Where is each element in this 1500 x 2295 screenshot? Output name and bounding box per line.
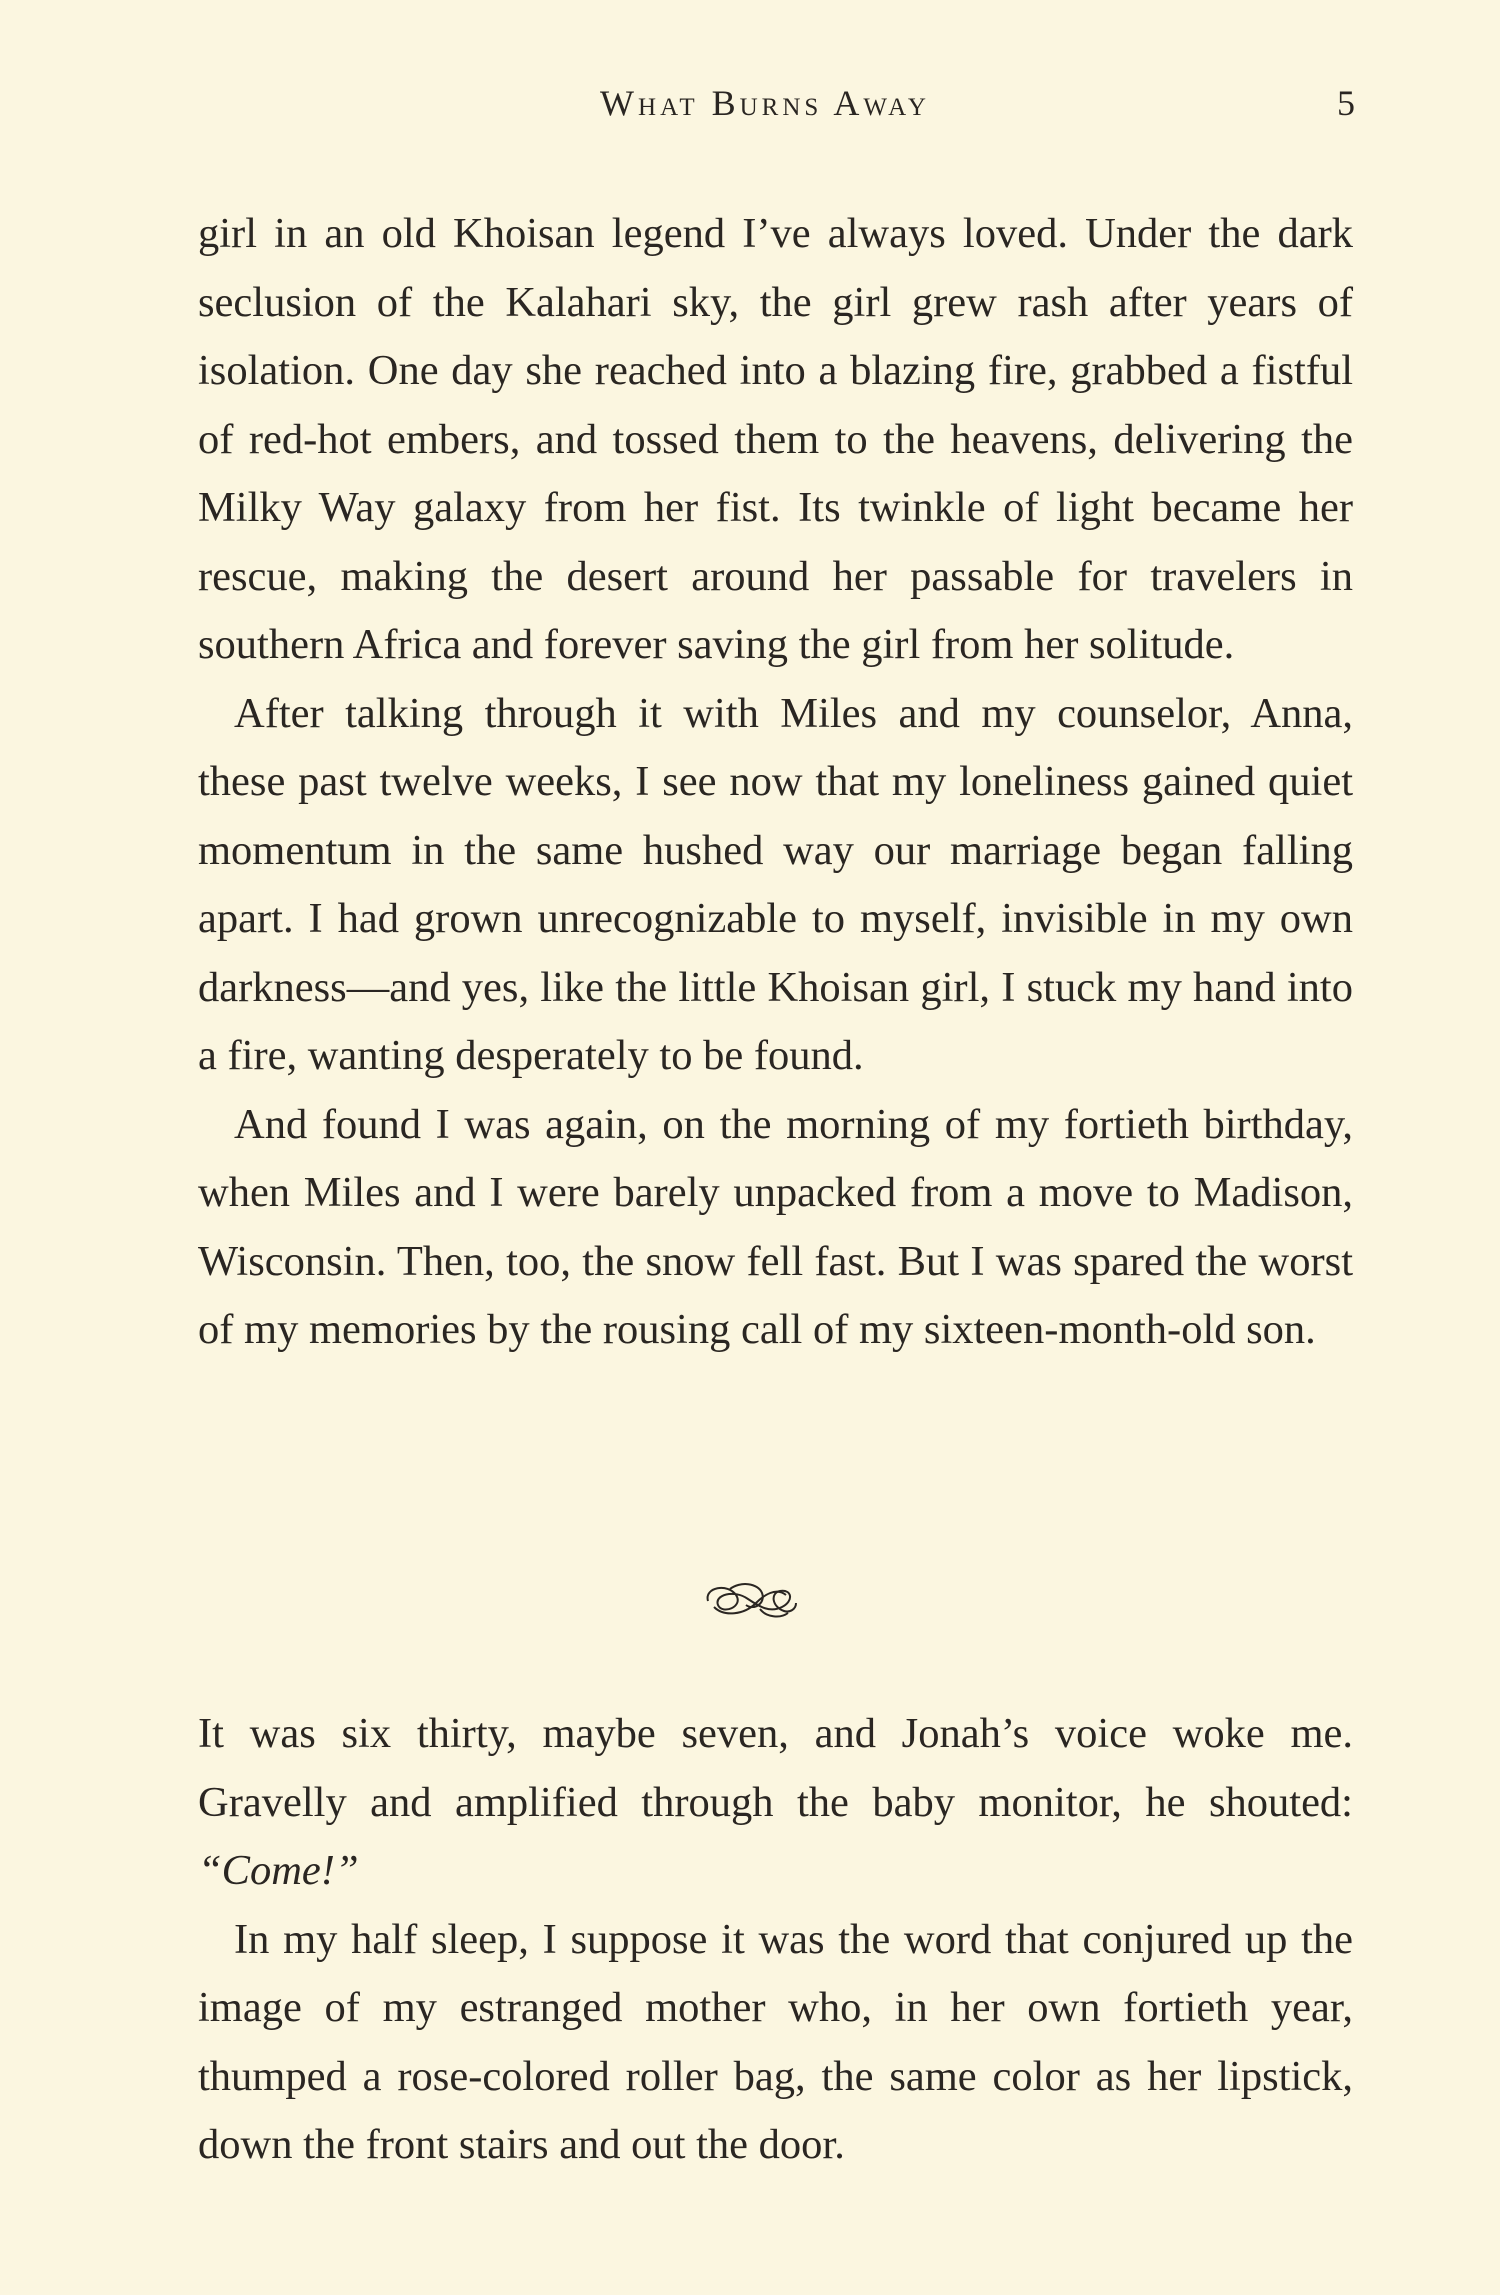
page-number: 5 (1337, 83, 1355, 123)
paragraph: And found I was again, on the morning of my fortieth birthday, when Miles and I were barely unpacked from a move to Madison, Wisconsin. Then, too, the snow fell fast. But I was spared the worst of my memories by the rousing call of my sixteen-month-old son. (198, 1100, 1353, 1353)
paragraph-text: It was six thirty, maybe seven, and Jonah’s voice woke me. Gravelly and amplified through the baby monitor, he shouted: (198, 1710, 1353, 1826)
italic-quote: “Come!” (198, 1847, 359, 1894)
paragraph: After talking through it with Miles and my counselor, Anna, these past twelve weeks, I see now that my loneliness gained quiet momentum in the same hushed way our marriage began falling apart. I had grown unrecognizable to myself, invisible in my own darkness—and yes, like the little Khoisan girl, I stuck my hand into a fire, wanting desperately to be found. (198, 689, 1353, 1079)
section-break-flourish-icon (700, 1577, 800, 1623)
paragraph (198, 1700, 1353, 1906)
paragraph-continued: girl in an old Khoisan legend I’ve always loved. Under the dark seclusion of the Kalahari sky, the girl grew rash after years of isolation. One day she reached into a blazing fire, grabbed a fistful of red-hot embers, and tossed them to the heavens, delivering the Milky Way galaxy from her fist. Its twinkle of light became her rescue, making the desert around her passable for travelers in southern Africa and forever saving the girl from her solitude. (198, 210, 1353, 668)
running-head-title: What Burns Away (600, 83, 930, 123)
paragraph: In my half sleep, I suppose it was the word that conjured up the image of my estranged mother who, in her own fortieth year, thumped a rose-colored roller bag, the same color as her lipstick, down the front stairs and out the door. (198, 1915, 1353, 2168)
section-one-text (198, 200, 1353, 1365)
section-break (0, 1577, 1500, 1628)
running-head (0, 82, 1500, 132)
section-two-text (198, 1700, 1353, 2180)
